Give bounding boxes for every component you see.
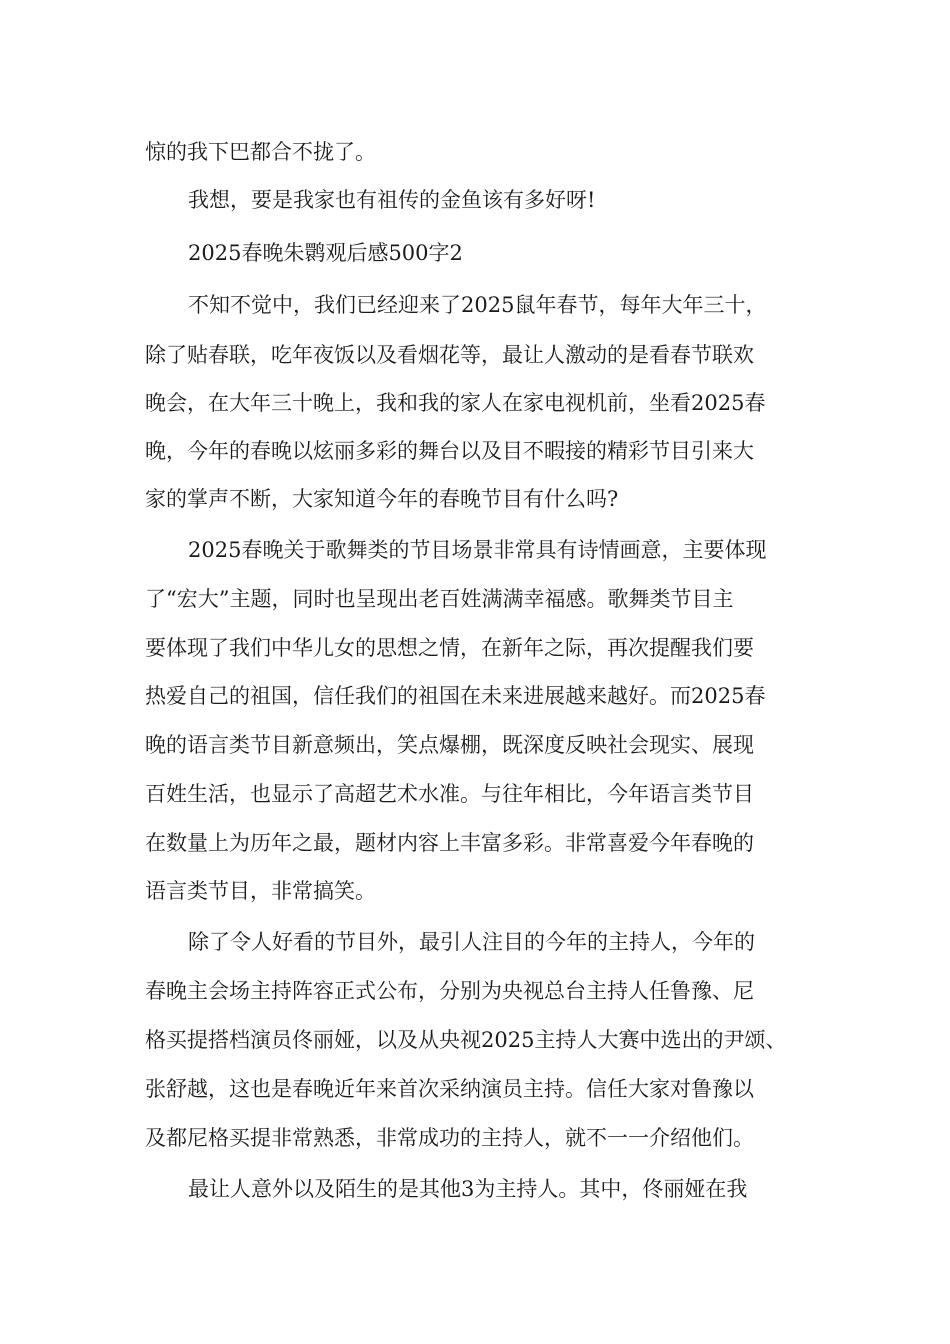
text-line-21: 及都尼格买提非常熟悉，非常成功的主持人，就不一一介绍他们。 bbox=[145, 1126, 754, 1150]
text-line-11: 要体现了我们中华儿女的思想之情，在新年之际，再次提醒我们要 bbox=[145, 636, 754, 660]
text-line-12: 热爱自己的祖国，信任我们的祖国在未来进展越来越好。而2025春 bbox=[145, 684, 766, 708]
text-line-16: 语言类节目，非常搞笑。 bbox=[145, 879, 376, 903]
text-line-9: 2025春晚关于歌舞类的节目场景非常具有诗情画意，主要体现 bbox=[188, 538, 767, 562]
text-line-17: 除了令人好看的节目外，最引人注目的今年的主持人，今年的 bbox=[188, 930, 755, 954]
text-line-14: 百姓生活，也显示了高超艺术水准。与往年相比，今年语言类节目 bbox=[145, 782, 754, 806]
text-line-8: 家的掌声不断，大家知道今年的春晚节目有什么吗? bbox=[145, 487, 619, 511]
text-line-5: 除了贴春联，吃年夜饭以及看烟花等，最让人激动的是看春节联欢 bbox=[145, 343, 754, 367]
text-line-2: 我想，要是我家也有祖传的金鱼该有多好呀! bbox=[188, 188, 596, 212]
text-line-18: 春晚主会场主持阵容正式公布，分别为央视总台主持人任鲁豫、尼 bbox=[145, 979, 754, 1003]
text-line-15: 在数量上为历年之最，题材内容上丰富多彩。非常喜爱今年春晚的 bbox=[145, 831, 754, 855]
text-line-6: 晚会，在大年三十晚上，我和我的家人在家电视机前，坐看2025春 bbox=[145, 391, 766, 415]
text-line-19: 格买提搭档演员佟丽娅，以及从央视2025主持人大赛中选出的尹颂、 bbox=[145, 1028, 787, 1052]
text-line-10: 了“宏大”主题，同时也呈现出老百姓满满幸福感。歌舞类节目主 bbox=[145, 587, 734, 611]
text-line-13: 晚的语言类节目新意频出，笑点爆棚，既深度反映社会现实、展现 bbox=[145, 733, 754, 757]
text-line-22: 最让人意外以及陌生的是其他3为主持人。其中，佟丽娅在我 bbox=[188, 1177, 748, 1201]
text-line-7: 晚，今年的春晚以炫丽多彩的舞台以及目不暇接的精彩节目引来大 bbox=[145, 439, 754, 463]
section-heading: 2025春晚朱鹮观后感500字2 bbox=[188, 241, 463, 265]
text-line-1: 惊的我下巴都合不拢了。 bbox=[145, 140, 376, 164]
text-line-4: 不知不觉中，我们已经迎来了2025鼠年春节，每年大年三十， bbox=[188, 293, 767, 317]
text-line-20: 张舒越，这也是春晚近年来首次采纳演员主持。信任大家对鲁豫以 bbox=[145, 1077, 754, 1101]
